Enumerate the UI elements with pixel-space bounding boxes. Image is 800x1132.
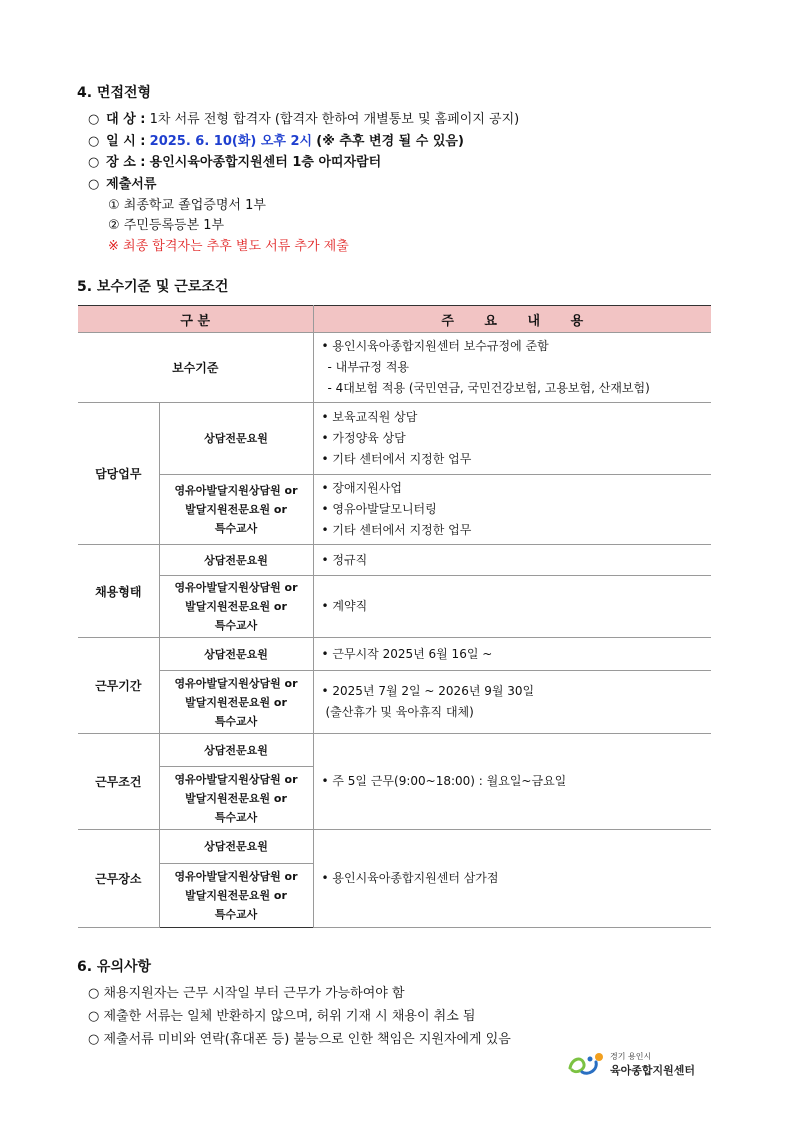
section-5-title: 5. 보수기준 및 근로조건 xyxy=(77,279,229,295)
logo-region: 경기 용인시 xyxy=(610,1052,652,1061)
section-6-title: 6. 유의사항 xyxy=(77,959,152,975)
role-special-line: 특수교사 xyxy=(214,522,258,535)
role-special xyxy=(159,576,313,638)
pay-line: - 내부규정 적용 xyxy=(327,360,410,374)
duty-line: • 가정양육 상담 xyxy=(321,431,406,445)
duty-line: • 영유아발달모니터링 xyxy=(321,502,437,516)
notice-item: ○ 채용지원자는 근무 시작일 부터 근무가 가능하여야 함 xyxy=(88,986,405,1001)
document-item: ① 최종학교 졸업증명서 1부 xyxy=(108,198,266,213)
duty-special-content xyxy=(313,475,711,545)
role-special xyxy=(159,864,313,928)
employment-special: • 계약직 xyxy=(313,576,711,638)
datetime-note: (※ 추후 변경 될 수 있음) xyxy=(316,134,464,149)
role-special-line: 영유아발달지원상담원 or xyxy=(174,870,298,883)
logo-mark-icon xyxy=(566,1050,608,1078)
center-logo xyxy=(566,1050,706,1080)
duty-category: 담당업무 xyxy=(78,403,159,545)
table-row xyxy=(78,333,711,403)
place-text: • 용인시육아종합지원센터 삼가점 xyxy=(313,830,711,928)
logo-org-name: 육아종합지원센터 xyxy=(610,1064,696,1077)
table-row xyxy=(78,734,711,767)
duty-line: • 장애지원사업 xyxy=(321,481,402,495)
period-category: 근무기간 xyxy=(78,638,159,734)
role-counselor: 상담전문요원 xyxy=(159,734,313,767)
conditions-category: 근무조건 xyxy=(78,734,159,830)
table-row xyxy=(78,671,711,734)
bullet: ○ xyxy=(88,112,100,127)
table-header-row xyxy=(78,306,711,333)
place-line xyxy=(88,151,381,170)
role-special-line: 특수교사 xyxy=(214,810,258,824)
duty-line: • 기타 센터에서 지정한 업무 xyxy=(321,452,472,466)
period-line: • 2025년 7월 2일 ~ 2026년 9월 30일 xyxy=(321,684,535,698)
employment-category: 채용형태 xyxy=(78,545,159,638)
documents-label: 제출서류 xyxy=(106,177,157,192)
role-special xyxy=(159,671,313,734)
bullet: ○ xyxy=(88,177,100,192)
period-special-content xyxy=(313,671,711,734)
table-row xyxy=(78,403,711,475)
role-counselor: 상담전문요원 xyxy=(159,638,313,671)
pay-category: 보수기준 xyxy=(78,333,313,403)
target-line xyxy=(88,108,519,127)
role-special-line: 특수교사 xyxy=(214,714,258,728)
notice-item: ○ 제출한 서류는 일체 반환하지 않으며, 허위 기재 시 채용이 취소 됨 xyxy=(88,1009,476,1024)
duty-line: • 기타 센터에서 지정한 업무 xyxy=(321,523,472,537)
notice-item: ○ 제출서류 미비와 연락(휴대폰 등) 불능으로 인한 책임은 지원자에게 있음 xyxy=(88,1032,511,1047)
pay-line: • 용인시육아종합지원센터 보수규정에 준함 xyxy=(321,339,549,353)
warning-note: ※ 최종 합격자는 추후 별도 서류 추가 제출 xyxy=(108,239,349,254)
role-special-line: 영유아발달지원상담원 or xyxy=(174,484,298,497)
role-counselor: 상담전문요원 xyxy=(159,403,313,475)
conditions-table xyxy=(78,305,711,928)
table-row xyxy=(78,830,711,864)
role-counselor: 상담전문요원 xyxy=(159,545,313,576)
pay-content xyxy=(313,333,711,403)
employment-counselor: • 정규직 xyxy=(313,545,711,576)
section-4-title: 4. 면접전형 xyxy=(77,85,152,101)
role-special-line: 발달지원전문요원 or xyxy=(185,600,287,613)
duty-counselor-content xyxy=(313,403,711,475)
role-special-line: 영유아발달지원상담원 or xyxy=(174,772,298,786)
role-special-line: 영유아발달지원상담원 or xyxy=(174,581,298,594)
table-row xyxy=(78,638,711,671)
role-special xyxy=(159,767,313,830)
role-special-line: 특수교사 xyxy=(214,619,258,632)
header-category: 구 분 xyxy=(78,306,313,333)
role-special-line: 발달지원전문요원 or xyxy=(185,791,287,805)
role-special xyxy=(159,475,313,545)
pay-line: - 4대보험 적용 (국민연금, 국민건강보험, 고용보험, 산재보험) xyxy=(327,381,650,395)
header-content: 주 요 내 용 xyxy=(313,306,711,333)
period-counselor: • 근무시작 2025년 6월 16일 ~ xyxy=(313,638,711,671)
interview-date: 2025. 6. 10(화) 오후 2시 xyxy=(149,134,313,149)
place-label: 장 소 : xyxy=(106,155,146,170)
role-special-line: 발달지원전문요원 or xyxy=(185,889,287,902)
place-category: 근무장소 xyxy=(78,830,159,928)
table-row xyxy=(78,545,711,576)
conditions-text: • 주 5일 근무(9:00~18:00) : 월요일~금요일 xyxy=(313,734,711,830)
bullet: ○ xyxy=(88,155,100,170)
duty-line: • 보육교직원 상담 xyxy=(321,410,418,424)
role-special-line: 발달지원전문요원 or xyxy=(185,503,287,516)
role-special-line: 발달지원전문요원 or xyxy=(185,695,287,709)
role-special-line: 영유아발달지원상담원 or xyxy=(174,676,298,690)
datetime-line xyxy=(88,130,464,149)
target-label: 대 상 : xyxy=(106,112,146,127)
table-row xyxy=(78,576,711,638)
place-text: 용인시육아종합지원센터 1층 아띠자람터 xyxy=(149,155,382,170)
role-special-line: 특수교사 xyxy=(214,908,258,921)
documents-line xyxy=(88,173,156,192)
document-item: ② 주민등록등본 1부 xyxy=(108,218,225,233)
datetime-label: 일 시 : xyxy=(106,134,146,149)
table-row xyxy=(78,475,711,545)
bullet: ○ xyxy=(88,134,100,149)
period-line: (출산휴가 및 육아휴직 대체) xyxy=(325,705,474,719)
target-text: 1차 서류 전형 합격자 (합격자 한하여 개별통보 및 홈페이지 공지) xyxy=(149,112,520,127)
role-counselor: 상담전문요원 xyxy=(159,830,313,864)
